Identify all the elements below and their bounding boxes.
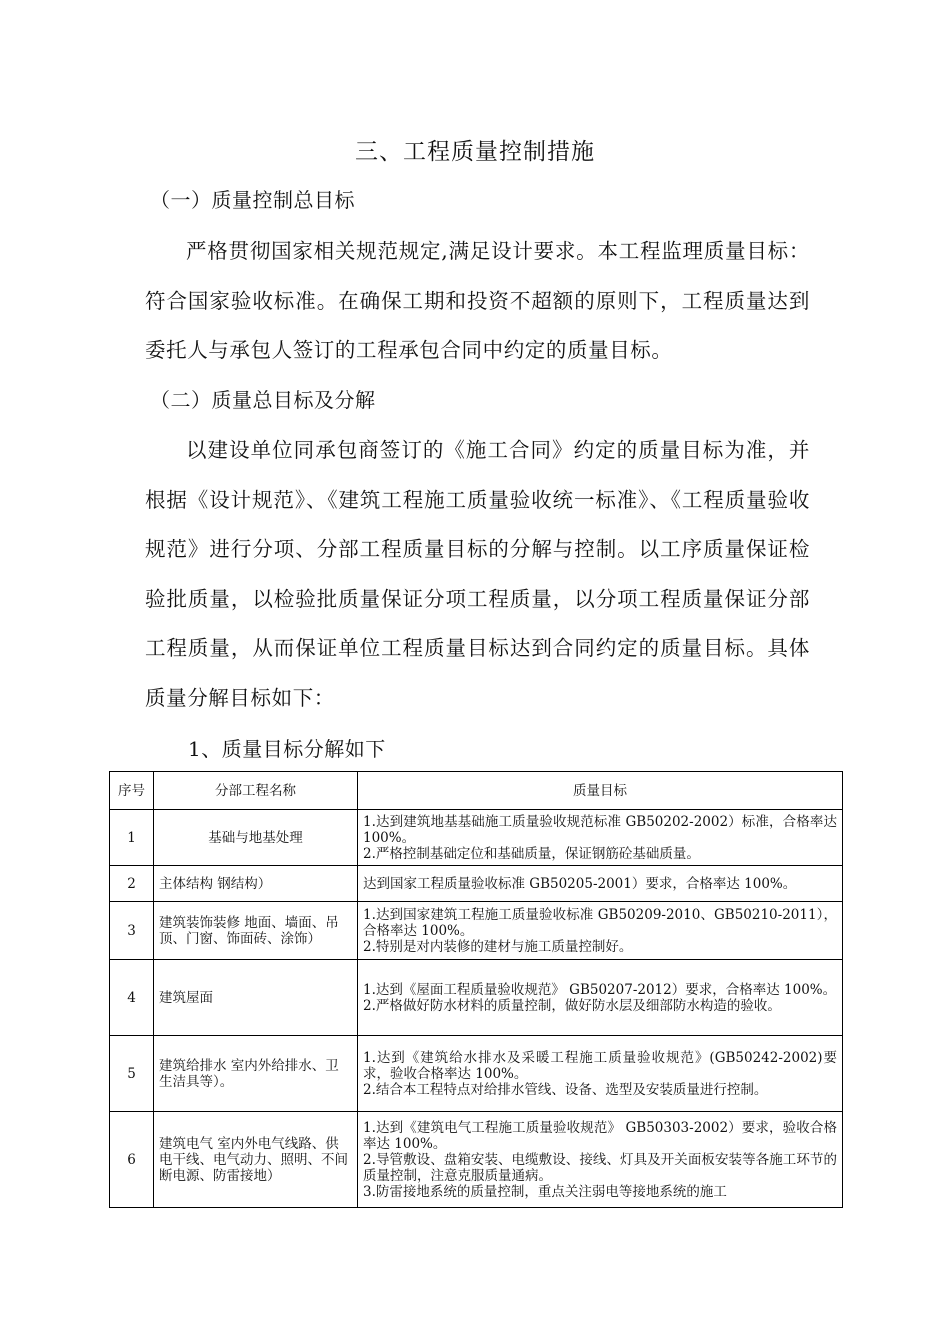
row-goal (358, 1112, 843, 1208)
table-row (110, 866, 843, 902)
row-no: 3 (110, 902, 154, 960)
table-row (110, 902, 843, 960)
row-name: 主体结构 钢结构） (154, 866, 358, 902)
goal-line: 2.严格做好防水材料的质量控制，做好防水层及细部防水构造的验收。 (363, 997, 781, 1014)
row-name: 建筑屋面 (154, 960, 358, 1036)
row-goal (358, 902, 843, 960)
row-no: 5 (110, 1036, 154, 1112)
row-no: 4 (110, 960, 154, 1036)
goal-line: 2.结合本工程特点对给排水管线、设备、选型及安装质量进行控制。 (363, 1081, 768, 1098)
goal-line: 2.严格控制基础定位和基础质量，保证钢筋砼基础质量。 (363, 845, 700, 862)
row-goal (358, 866, 843, 902)
page-title: 三、工程质量控制措施 (355, 139, 595, 165)
table-row (110, 960, 843, 1036)
section-heading-2: （二）质量总目标及分解 (150, 388, 376, 412)
table-row (110, 1036, 843, 1112)
row-no: 2 (110, 866, 154, 902)
table-row (110, 1112, 843, 1208)
section-paragraph-2: 以建设单位同承包商签订的《施工合同》约定的质量目标为准，并根据《设计规范》、《建筑工程施工质量验收统一标准》、《工程质量验收规范》进行分项、分部工程质量目标的分解与控制。以工序质量保证检验批质量，以检验批质量保证分项工程质量，以分项工程质量保证分部工程质量，从而保证单位工程质量目标达到合同约定的质量目标。具体质量分解目标如下： (145, 438, 810, 710)
section-heading-1: （一）质量控制总目标 (150, 188, 355, 212)
header-goal: 质量目标 (358, 772, 843, 810)
row-name: 建筑给排水 室内外给排水、卫生洁具等）。 (154, 1036, 358, 1112)
row-goal (358, 960, 843, 1036)
row-goal (358, 1036, 843, 1112)
table-header-row (110, 772, 843, 810)
goal-line: 2.特别是对内装修的建材与施工质量控制好。 (363, 938, 633, 955)
row-no: 1 (110, 810, 154, 866)
goal-line: 1.达到《建筑给水排水及采暖工程施工质量验收规范》(GB50242-2002)要求，验收合格率达 100%。 (363, 1049, 837, 1082)
table-row (110, 810, 843, 866)
goal-line: 达到国家工程质量验收标准 GB50205-2001）要求，合格率达 100%。 (363, 875, 797, 892)
goal-line: 1.达到《屋面工程质量验收规范》 GB50207-2012）要求，合格率达 100%。 (363, 981, 837, 998)
goal-line: 1.达到国家建筑工程施工质量验收标准 GB50209-2010、GB50210-2011），合格率达 100%。 (363, 906, 837, 939)
goal-line: 1.达到《建筑电气工程施工质量验收规范》 GB50303-2002）要求，验收合格率达 100%。 (363, 1119, 837, 1152)
row-goal (358, 810, 843, 866)
goal-line: 3.防雷接地系统的质量控制，重点关注弱电等接地系统的施工 (363, 1183, 727, 1200)
row-name: 基础与地基处理 (154, 810, 358, 866)
goal-line: 1.达到建筑地基基础施工质量验收规范标准 GB50202-2002）标准，合格率达 100%。 (363, 813, 837, 846)
section-paragraph-1: 严格贯彻国家相关规范规定,满足设计要求。本工程监理质量目标：符合国家验收标准。在确保工期和投资不超额的原则下，工程质量达到委托人与承包人签订的工程承包合同中约定的质量目标。 (145, 239, 810, 362)
goal-line: 2.导管敷设、盘箱安装、电缆敷设、接线、灯具及开关面板安装等各施工环节的质量控制，注意克服质量通病。 (363, 1151, 837, 1184)
row-no: 6 (110, 1112, 154, 1208)
quality-target-table (109, 771, 843, 1208)
header-name: 分部工程名称 (154, 772, 358, 810)
row-name: 建筑电气 室内外电气线路、供电干线、电气动力、照明、不间断电源、防雷接地） (154, 1112, 358, 1208)
header-no: 序号 (110, 772, 154, 810)
sub-heading: 1、质量目标分解如下 (188, 737, 386, 761)
row-name: 建筑装饰装修 地面、墙面、吊顶、门窗、饰面砖、涂饰） (154, 902, 358, 960)
